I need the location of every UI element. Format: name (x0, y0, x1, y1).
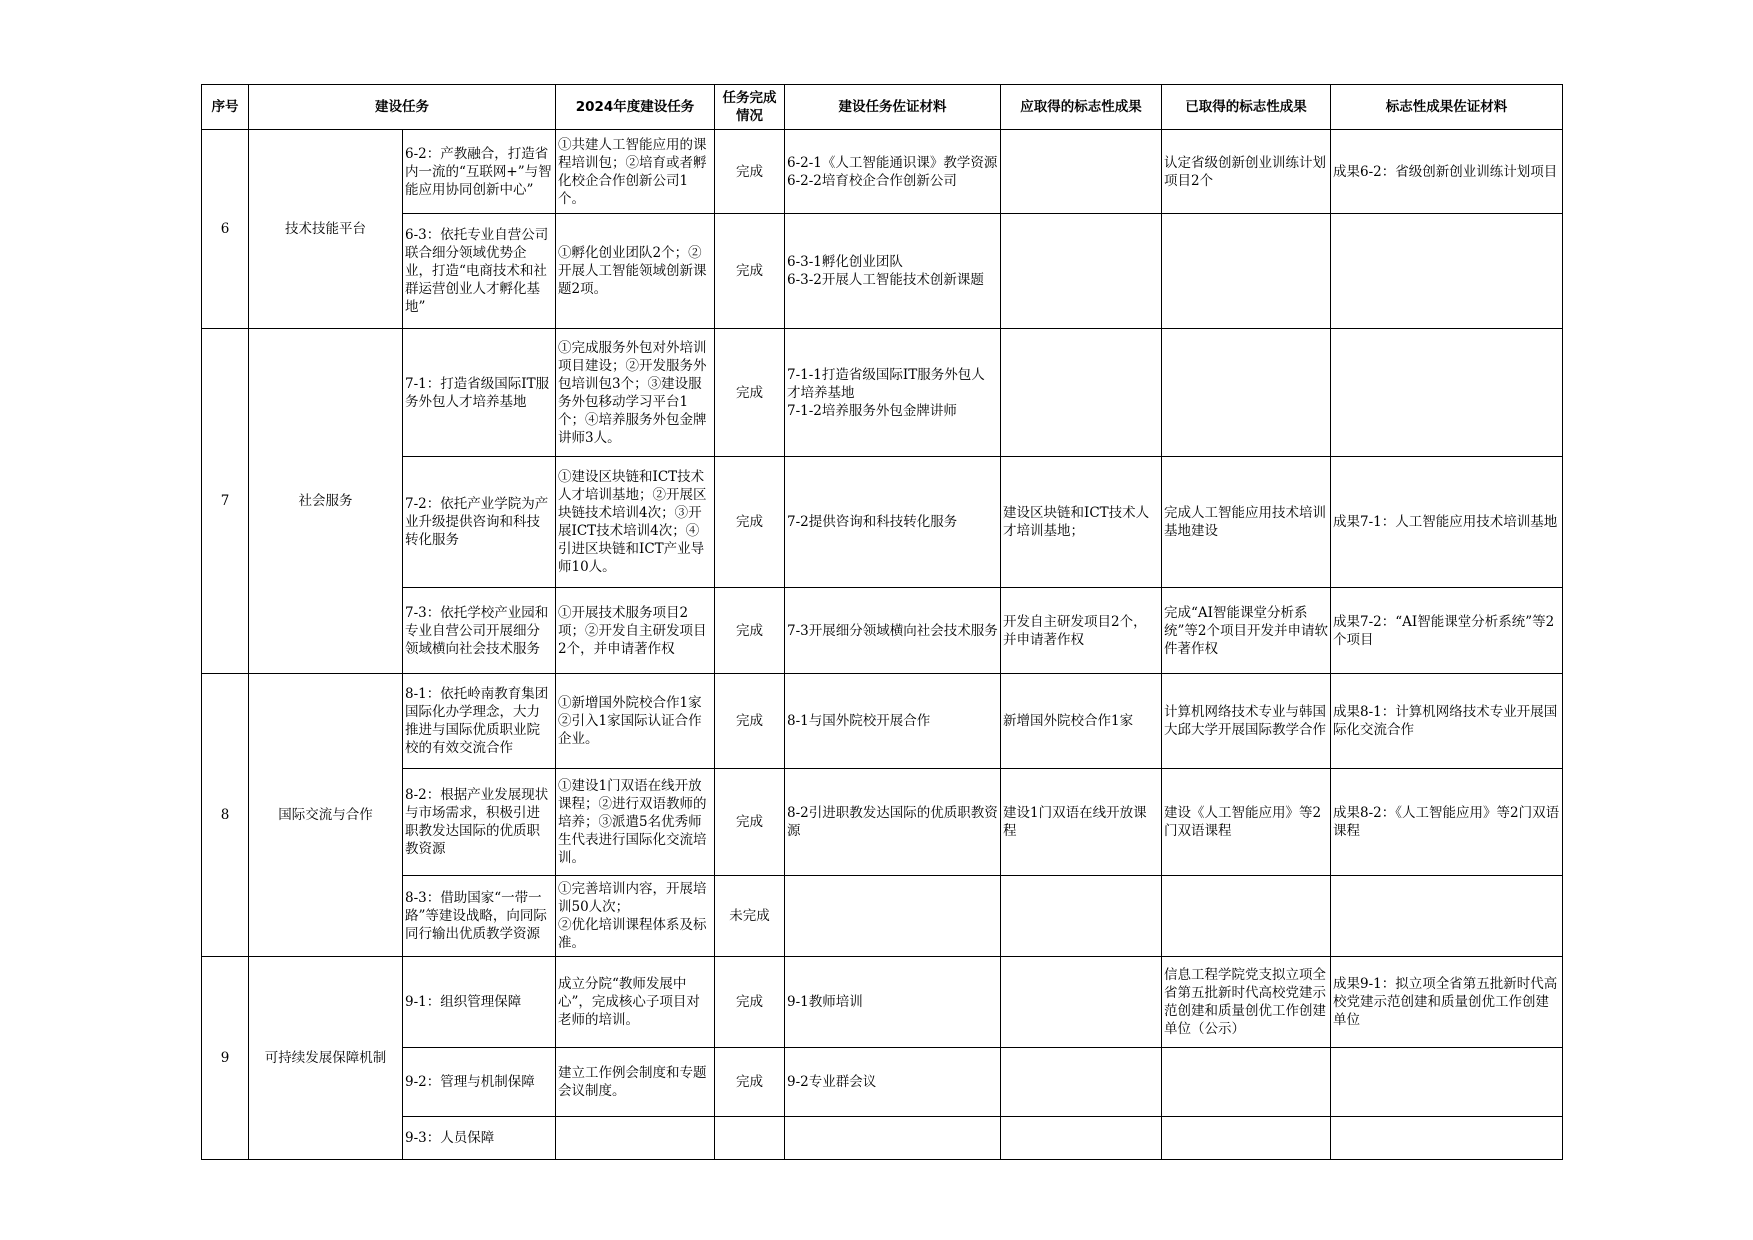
year-task-cell (556, 1117, 715, 1160)
evidence-cell: 8-2引进职教发达国际的优质职教资源 (785, 769, 1001, 876)
status-cell: 完成 (715, 769, 785, 876)
achieved-evidence-cell (1331, 1117, 1563, 1160)
group-name: 社会服务 (249, 329, 403, 674)
expected-cell: 新增国外院校合作1家 (1001, 674, 1162, 769)
achieved-cell (1162, 876, 1331, 957)
header-evidence: 建设任务佐证材料 (785, 85, 1001, 130)
status-cell: 完成 (715, 130, 785, 214)
achieved-cell: 建设《人工智能应用》等2门双语课程 (1162, 769, 1331, 876)
table-row (202, 214, 1563, 329)
year-task-cell: ①完善培训内容，开展培训50人次； ②优化培训课程体系及标准。 (556, 876, 715, 957)
evidence-cell: 8-1与国外院校开展合作 (785, 674, 1001, 769)
year-task-cell: ①开展技术服务项目2项；②开发自主研发项目2个，并申请著作权 (556, 588, 715, 674)
expected-cell (1001, 329, 1162, 457)
achieved-evidence-cell: 成果6-2：省级创新创业训练计划项目 (1331, 130, 1563, 214)
task-cell: 9-3：人员保障 (403, 1117, 556, 1160)
status-cell: 完成 (715, 588, 785, 674)
construction-task-table (201, 84, 1563, 1160)
expected-cell: 建设区块链和ICT技术人才培训基地； (1001, 457, 1162, 588)
year-task-cell: ①完成服务外包对外培训项目建设；②开发服务外包培训包3个；③建设服务外包移动学习平台1个；④培养服务外包金牌讲师3人。 (556, 329, 715, 457)
task-cell: 8-2：根据产业发展现状与市场需求，积极引进职教发达国际的优质职教资源 (403, 769, 556, 876)
evidence-cell: 7-3开展细分领域横向社会技术服务 (785, 588, 1001, 674)
table-row (202, 588, 1563, 674)
group-seq: 7 (202, 329, 249, 674)
achieved-cell (1162, 1048, 1331, 1117)
table-row (202, 957, 1563, 1048)
header-task: 建设任务 (249, 85, 556, 130)
header-achieved-evidence: 标志性成果佐证材料 (1331, 85, 1563, 130)
header-status: 任务完成情况 (715, 85, 785, 130)
table-row (202, 457, 1563, 588)
table-row (202, 1117, 1563, 1160)
status-cell: 完成 (715, 674, 785, 769)
expected-cell (1001, 130, 1162, 214)
evidence-cell: 7-2提供咨询和科技转化服务 (785, 457, 1001, 588)
achieved-cell (1162, 214, 1331, 329)
evidence-cell: 7-1-1打造省级国际IT服务外包人才培养基地 7-1-2培养服务外包金牌讲师 (785, 329, 1001, 457)
expected-cell: 建设1门双语在线开放课程 (1001, 769, 1162, 876)
achieved-cell: 计算机网络技术专业与韩国大邱大学开展国际教学合作 (1162, 674, 1331, 769)
achieved-cell: 完成人工智能应用技术培训基地建设 (1162, 457, 1331, 588)
evidence-cell: 9-2专业群会议 (785, 1048, 1001, 1117)
year-task-cell: 成立分院“教师发展中心”，完成核心子项目对老师的培训。 (556, 957, 715, 1048)
task-cell: 7-2：依托产业学院为产业升级提供咨询和科技转化服务 (403, 457, 556, 588)
table-row (202, 769, 1563, 876)
achieved-evidence-cell: 成果9-1：拟立项全省第五批新时代高校党建示范创建和质量创优工作创建单位 (1331, 957, 1563, 1048)
year-task-cell: ①建设区块链和ICT技术人才培训基地；②开展区块链技术培训4次；③开展ICT技术培训4次；④引进区块链和ICT产业导师10人。 (556, 457, 715, 588)
status-cell (715, 1117, 785, 1160)
achieved-evidence-cell: 成果7-1：人工智能应用技术培训基地 (1331, 457, 1563, 588)
status-cell: 完成 (715, 457, 785, 588)
table-row (202, 876, 1563, 957)
evidence-cell: 6-2-1《人工智能通识课》教学资源 6-2-2培育校企合作创新公司 (785, 130, 1001, 214)
header-expected: 应取得的标志性成果 (1001, 85, 1162, 130)
expected-cell: 开发自主研发项目2个，并申请著作权 (1001, 588, 1162, 674)
achieved-evidence-cell (1331, 1048, 1563, 1117)
table-row (202, 674, 1563, 769)
achieved-evidence-cell (1331, 214, 1563, 329)
task-cell: 8-3：借助国家“一带一路”等建设战略，向同际同行输出优质教学资源 (403, 876, 556, 957)
achieved-cell (1162, 329, 1331, 457)
group-name: 国际交流与合作 (249, 674, 403, 957)
table-row (202, 130, 1563, 214)
year-task-cell: ①建设1门双语在线开放课程；②进行双语教师的培养；③派遣5名优秀师生代表进行国际化交流培训。 (556, 769, 715, 876)
achieved-evidence-cell (1331, 876, 1563, 957)
achieved-evidence-cell: 成果8-2：《人工智能应用》等2门双语课程 (1331, 769, 1563, 876)
evidence-cell: 9-1教师培训 (785, 957, 1001, 1048)
expected-cell (1001, 876, 1162, 957)
status-cell: 未完成 (715, 876, 785, 957)
year-task-cell: ①共建人工智能应用的课程培训包；②培育或者孵化校企合作创新公司1个。 (556, 130, 715, 214)
year-task-cell: ①新增国外院校合作1家②引入1家国际认证合作企业。 (556, 674, 715, 769)
group-name: 技术技能平台 (249, 130, 403, 329)
year-task-cell: 建立工作例会制度和专题会议制度。 (556, 1048, 715, 1117)
year-task-cell: ①孵化创业团队2个；②开展人工智能领域创新课题2项。 (556, 214, 715, 329)
task-cell: 8-1：依托岭南教育集团国际化办学理念，大力推进与国际优质职业院校的有效交流合作 (403, 674, 556, 769)
evidence-cell (785, 1117, 1001, 1160)
status-cell: 完成 (715, 329, 785, 457)
status-cell: 完成 (715, 957, 785, 1048)
achieved-evidence-cell: 成果7-2：“AI智能课堂分析系统”等2个项目 (1331, 588, 1563, 674)
group-name: 可持续发展保障机制 (249, 957, 403, 1160)
achieved-cell: 认定省级创新创业训练计划项目2个 (1162, 130, 1331, 214)
expected-cell (1001, 214, 1162, 329)
task-cell: 7-3：依托学校产业园和专业自营公司开展细分领域横向社会技术服务 (403, 588, 556, 674)
header-achieved: 已取得的标志性成果 (1162, 85, 1331, 130)
task-cell: 6-3：依托专业自营公司联合细分领域优势企业，打造“电商技术和社群运营创业人才孵化基地” (403, 214, 556, 329)
task-cell: 6-2：产教融合，打造省内一流的“互联网+”与智能应用协同创新中心” (403, 130, 556, 214)
status-cell: 完成 (715, 1048, 785, 1117)
header-seq: 序号 (202, 85, 249, 130)
header-year-task: 2024年度建设任务 (556, 85, 715, 130)
achieved-evidence-cell: 成果8-1：计算机网络技术专业开展国际化交流合作 (1331, 674, 1563, 769)
task-cell: 9-1：组织管理保障 (403, 957, 556, 1048)
evidence-cell: 6-3-1孵化创业团队 6-3-2开展人工智能技术创新课题 (785, 214, 1001, 329)
expected-cell (1001, 957, 1162, 1048)
achieved-cell (1162, 1117, 1331, 1160)
status-cell: 完成 (715, 214, 785, 329)
achieved-cell: 完成“AI智能课堂分析系统”等2个项目开发并申请软件著作权 (1162, 588, 1331, 674)
group-seq: 9 (202, 957, 249, 1160)
table-row (202, 329, 1563, 457)
achieved-evidence-cell (1331, 329, 1563, 457)
expected-cell (1001, 1048, 1162, 1117)
table-row (202, 1048, 1563, 1117)
group-seq: 8 (202, 674, 249, 957)
header-row (202, 85, 1563, 130)
expected-cell (1001, 1117, 1162, 1160)
task-cell: 9-2：管理与机制保障 (403, 1048, 556, 1117)
achieved-cell: 信息工程学院党支拟立项全省第五批新时代高校党建示范创建和质量创优工作创建单位（公示） (1162, 957, 1331, 1048)
evidence-cell (785, 876, 1001, 957)
task-cell: 7-1：打造省级国际IT服务外包人才培养基地 (403, 329, 556, 457)
group-seq: 6 (202, 130, 249, 329)
